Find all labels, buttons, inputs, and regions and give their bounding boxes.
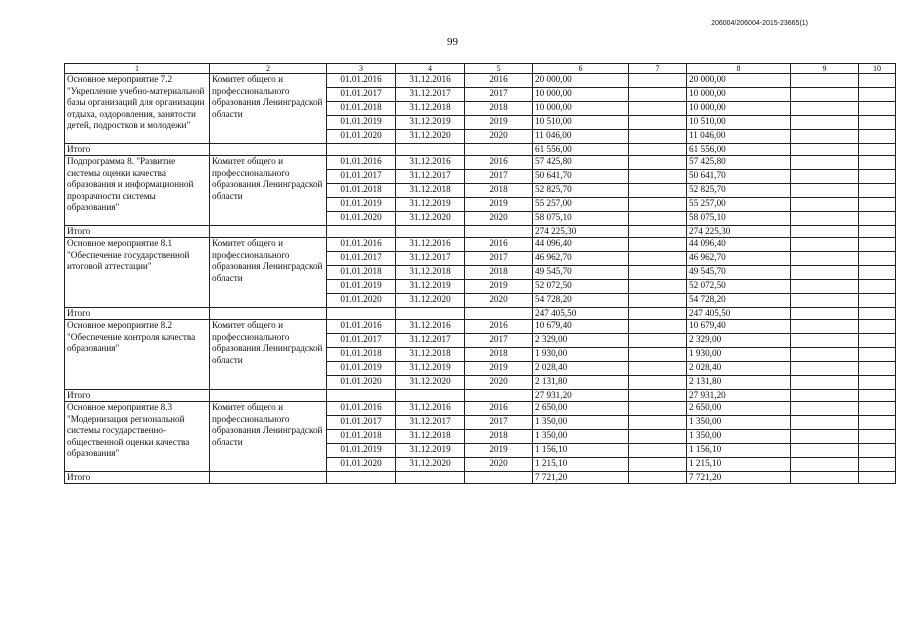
start-date: 01.01.2016 (327, 402, 396, 416)
total-label: Итого (65, 472, 210, 484)
year: 2019 (465, 116, 533, 130)
start-date: 01.01.2016 (327, 238, 396, 252)
start-date: 01.01.2018 (327, 102, 396, 116)
amount-col7 (629, 102, 687, 116)
amount-regional: 2 329,00 (687, 334, 791, 348)
year-blank (465, 144, 533, 156)
budget-table (64, 63, 896, 484)
amount-col9 (791, 116, 859, 130)
amount-col10 (859, 102, 896, 116)
amount-col10 (859, 74, 896, 88)
column-number: 3 (327, 64, 396, 74)
amount-col9 (791, 416, 859, 430)
end-date: 31.12.2019 (396, 362, 465, 376)
start-date: 01.01.2020 (327, 294, 396, 308)
total-col9 (791, 308, 859, 320)
total-label: Итого (65, 390, 210, 402)
amount-col9 (791, 88, 859, 102)
start-blank (327, 308, 396, 320)
amount-col10 (859, 430, 896, 444)
amount-regional: 2 650,00 (687, 402, 791, 416)
amount-col9 (791, 130, 859, 144)
year: 2020 (465, 458, 533, 472)
year-blank (465, 308, 533, 320)
year-blank (465, 472, 533, 484)
end-date: 31.12.2016 (396, 74, 465, 88)
end-blank (396, 308, 465, 320)
amount-regional: 57 425,80 (687, 156, 791, 170)
amount-col7 (629, 156, 687, 170)
table-row (65, 402, 896, 416)
table-body (65, 64, 896, 484)
amount-col7 (629, 238, 687, 252)
year: 2017 (465, 416, 533, 430)
amount-regional: 52 825,70 (687, 184, 791, 198)
start-date: 01.01.2019 (327, 444, 396, 458)
end-date: 31.12.2020 (396, 294, 465, 308)
total-label: Итого (65, 308, 210, 320)
end-date: 31.12.2019 (396, 198, 465, 212)
amount-regional: 1 156,10 (687, 444, 791, 458)
end-blank (396, 226, 465, 238)
total-col7 (629, 144, 687, 156)
start-blank (327, 144, 396, 156)
year: 2020 (465, 376, 533, 390)
column-number: 10 (859, 64, 896, 74)
year: 2016 (465, 74, 533, 88)
amount-col9 (791, 102, 859, 116)
amount-col7 (629, 334, 687, 348)
year: 2018 (465, 430, 533, 444)
executor-name: Комитет общего и профессионального образования Ленинградской области (210, 402, 327, 472)
amount-regional: 58 075,10 (687, 212, 791, 226)
start-date: 01.01.2016 (327, 156, 396, 170)
amount-col7 (629, 198, 687, 212)
amount-total: 10 000,00 (533, 102, 629, 116)
start-blank (327, 472, 396, 484)
total-label: Итого (65, 144, 210, 156)
amount-col7 (629, 320, 687, 334)
total-row (65, 472, 896, 484)
start-date: 01.01.2018 (327, 266, 396, 280)
measure-name: Подпрограмма 8. "Развитие системы оценки качества образования и информационной прозрачности системы образования" (65, 156, 210, 226)
end-date: 31.12.2019 (396, 116, 465, 130)
amount-regional: 20 000,00 (687, 74, 791, 88)
column-number: 9 (791, 64, 859, 74)
year: 2016 (465, 238, 533, 252)
amount-col7 (629, 362, 687, 376)
end-date: 31.12.2017 (396, 334, 465, 348)
table-row (65, 320, 896, 334)
amount-regional: 55 257,00 (687, 198, 791, 212)
end-date: 31.12.2018 (396, 184, 465, 198)
column-number: 6 (533, 64, 629, 74)
start-date: 01.01.2019 (327, 362, 396, 376)
end-date: 31.12.2019 (396, 280, 465, 294)
measure-name: Основное мероприятие 7.2 "Укрепление учебно-материальной базы организаций для организации отдыха, оздоровления, занятости детей, подростков и молодежи" (65, 74, 210, 144)
executor-blank (210, 472, 327, 484)
page-number: 99 (447, 36, 458, 48)
end-date: 31.12.2018 (396, 430, 465, 444)
total-regional: 274 225,30 (687, 226, 791, 238)
amount-col10 (859, 334, 896, 348)
amount-regional: 2 131,80 (687, 376, 791, 390)
amount-col7 (629, 130, 687, 144)
year: 2016 (465, 402, 533, 416)
executor-name: Комитет общего и профессионального образования Ленинградской области (210, 320, 327, 390)
start-date: 01.01.2018 (327, 430, 396, 444)
amount-col7 (629, 266, 687, 280)
amount-col10 (859, 362, 896, 376)
total-col10 (859, 472, 896, 484)
amount-regional: 46 962,70 (687, 252, 791, 266)
amount-total: 1 350,00 (533, 416, 629, 430)
amount-regional: 1 215,10 (687, 458, 791, 472)
total-col10 (859, 308, 896, 320)
end-blank (396, 390, 465, 402)
amount-total: 1 215,10 (533, 458, 629, 472)
year: 2017 (465, 334, 533, 348)
end-blank (396, 144, 465, 156)
amount-col9 (791, 238, 859, 252)
end-date: 31.12.2020 (396, 458, 465, 472)
year: 2016 (465, 320, 533, 334)
start-blank (327, 226, 396, 238)
year: 2018 (465, 184, 533, 198)
amount-col10 (859, 238, 896, 252)
amount-regional: 54 728,20 (687, 294, 791, 308)
column-number: 4 (396, 64, 465, 74)
year: 2019 (465, 198, 533, 212)
total-amount: 27 931,20 (533, 390, 629, 402)
start-date: 01.01.2020 (327, 212, 396, 226)
start-date: 01.01.2017 (327, 252, 396, 266)
column-number: 2 (210, 64, 327, 74)
executor-blank (210, 226, 327, 238)
total-amount: 247 405,50 (533, 308, 629, 320)
executor-blank (210, 390, 327, 402)
amount-col10 (859, 402, 896, 416)
end-date: 31.12.2016 (396, 402, 465, 416)
amount-regional: 2 028,40 (687, 362, 791, 376)
column-number: 8 (687, 64, 791, 74)
amount-total: 2 329,00 (533, 334, 629, 348)
amount-col7 (629, 88, 687, 102)
end-date: 31.12.2017 (396, 88, 465, 102)
amount-total: 46 962,70 (533, 252, 629, 266)
amount-col9 (791, 266, 859, 280)
amount-regional: 50 641,70 (687, 170, 791, 184)
start-blank (327, 390, 396, 402)
amount-regional: 1 350,00 (687, 430, 791, 444)
amount-col10 (859, 198, 896, 212)
amount-col7 (629, 116, 687, 130)
executor-name: Комитет общего и профессионального образования Ленинградской области (210, 238, 327, 308)
start-date: 01.01.2017 (327, 88, 396, 102)
year-blank (465, 226, 533, 238)
year: 2017 (465, 88, 533, 102)
amount-col9 (791, 362, 859, 376)
amount-col7 (629, 170, 687, 184)
total-regional: 61 556,00 (687, 144, 791, 156)
start-date: 01.01.2017 (327, 170, 396, 184)
total-regional: 247 405,50 (687, 308, 791, 320)
start-date: 01.01.2017 (327, 334, 396, 348)
start-date: 01.01.2016 (327, 320, 396, 334)
amount-col10 (859, 88, 896, 102)
total-col10 (859, 226, 896, 238)
year: 2016 (465, 156, 533, 170)
column-number: 5 (465, 64, 533, 74)
start-date: 01.01.2019 (327, 116, 396, 130)
amount-col10 (859, 376, 896, 390)
amount-col7 (629, 348, 687, 362)
total-row (65, 308, 896, 320)
amount-col7 (629, 458, 687, 472)
amount-col7 (629, 252, 687, 266)
start-date: 01.01.2020 (327, 458, 396, 472)
amount-col9 (791, 444, 859, 458)
total-col7 (629, 472, 687, 484)
amount-col10 (859, 170, 896, 184)
year: 2019 (465, 444, 533, 458)
end-date: 31.12.2018 (396, 102, 465, 116)
start-date: 01.01.2019 (327, 198, 396, 212)
year: 2017 (465, 252, 533, 266)
amount-col10 (859, 130, 896, 144)
table-row (65, 156, 896, 170)
amount-col10 (859, 156, 896, 170)
amount-col10 (859, 416, 896, 430)
amount-col9 (791, 212, 859, 226)
amount-regional: 49 545,70 (687, 266, 791, 280)
amount-col7 (629, 376, 687, 390)
start-date: 01.01.2020 (327, 376, 396, 390)
total-col7 (629, 226, 687, 238)
total-row (65, 226, 896, 238)
amount-col10 (859, 458, 896, 472)
amount-col10 (859, 252, 896, 266)
amount-col9 (791, 376, 859, 390)
amount-col7 (629, 416, 687, 430)
amount-regional: 10 510,00 (687, 116, 791, 130)
start-date: 01.01.2020 (327, 130, 396, 144)
start-date: 01.01.2016 (327, 74, 396, 88)
amount-total: 11 046,00 (533, 130, 629, 144)
total-col9 (791, 390, 859, 402)
amount-regional: 11 046,00 (687, 130, 791, 144)
total-regional: 27 931,20 (687, 390, 791, 402)
end-date: 31.12.2016 (396, 320, 465, 334)
amount-col7 (629, 402, 687, 416)
amount-regional: 1 930,00 (687, 348, 791, 362)
end-date: 31.12.2017 (396, 252, 465, 266)
amount-col9 (791, 156, 859, 170)
amount-total: 50 641,70 (533, 170, 629, 184)
measure-name: Основное мероприятие 8.3 "Модернизация региональной системы государственно-общественной оценки качества образования" (65, 402, 210, 472)
total-row (65, 144, 896, 156)
start-date: 01.01.2018 (327, 348, 396, 362)
year: 2020 (465, 212, 533, 226)
amount-col10 (859, 294, 896, 308)
executor-blank (210, 308, 327, 320)
end-date: 31.12.2016 (396, 238, 465, 252)
amount-col9 (791, 280, 859, 294)
end-date: 31.12.2018 (396, 348, 465, 362)
amount-col9 (791, 402, 859, 416)
amount-total: 52 072,50 (533, 280, 629, 294)
end-date: 31.12.2016 (396, 156, 465, 170)
amount-regional: 10 000,00 (687, 88, 791, 102)
amount-col9 (791, 170, 859, 184)
total-col7 (629, 308, 687, 320)
total-col10 (859, 390, 896, 402)
amount-col10 (859, 280, 896, 294)
amount-col9 (791, 252, 859, 266)
amount-col9 (791, 430, 859, 444)
amount-col7 (629, 212, 687, 226)
amount-col10 (859, 444, 896, 458)
column-number: 1 (65, 64, 210, 74)
year: 2020 (465, 294, 533, 308)
amount-col7 (629, 74, 687, 88)
amount-col10 (859, 348, 896, 362)
amount-total: 49 545,70 (533, 266, 629, 280)
amount-col10 (859, 320, 896, 334)
amount-total: 10 510,00 (533, 116, 629, 130)
amount-col10 (859, 184, 896, 198)
total-col9 (791, 226, 859, 238)
amount-col9 (791, 198, 859, 212)
measure-name: Основное мероприятие 8.2 "Обеспечение контроля качества образования" (65, 320, 210, 390)
amount-regional: 44 096,40 (687, 238, 791, 252)
total-amount: 7 721,20 (533, 472, 629, 484)
amount-total: 1 350,00 (533, 430, 629, 444)
year: 2018 (465, 348, 533, 362)
year: 2019 (465, 280, 533, 294)
executor-name: Комитет общего и профессионального образования Ленинградской области (210, 156, 327, 226)
year: 2017 (465, 170, 533, 184)
amount-total: 44 096,40 (533, 238, 629, 252)
amount-col9 (791, 294, 859, 308)
amount-regional: 10 000,00 (687, 102, 791, 116)
amount-total: 2 650,00 (533, 402, 629, 416)
total-col7 (629, 390, 687, 402)
amount-total: 54 728,20 (533, 294, 629, 308)
amount-total: 58 075,10 (533, 212, 629, 226)
total-label: Итого (65, 226, 210, 238)
executor-blank (210, 144, 327, 156)
amount-col7 (629, 430, 687, 444)
amount-regional: 10 679,40 (687, 320, 791, 334)
end-blank (396, 472, 465, 484)
document-id: 206004/206004-2015-23665(1) (711, 20, 808, 27)
amount-col7 (629, 280, 687, 294)
amount-col9 (791, 334, 859, 348)
amount-col10 (859, 212, 896, 226)
end-date: 31.12.2017 (396, 170, 465, 184)
total-col9 (791, 144, 859, 156)
column-number-row (65, 64, 896, 74)
end-date: 31.12.2019 (396, 444, 465, 458)
end-date: 31.12.2020 (396, 212, 465, 226)
amount-col9 (791, 184, 859, 198)
total-amount: 61 556,00 (533, 144, 629, 156)
total-col9 (791, 472, 859, 484)
amount-total: 2 028,40 (533, 362, 629, 376)
amount-col9 (791, 320, 859, 334)
amount-total: 57 425,80 (533, 156, 629, 170)
executor-name: Комитет общего и профессионального образования Ленинградской области (210, 74, 327, 144)
amount-total: 52 825,70 (533, 184, 629, 198)
amount-total: 20 000,00 (533, 74, 629, 88)
amount-col9 (791, 348, 859, 362)
amount-total: 55 257,00 (533, 198, 629, 212)
year-blank (465, 390, 533, 402)
end-date: 31.12.2018 (396, 266, 465, 280)
table-row (65, 238, 896, 252)
year: 2018 (465, 102, 533, 116)
amount-total: 1 156,10 (533, 444, 629, 458)
amount-regional: 52 072,50 (687, 280, 791, 294)
total-row (65, 390, 896, 402)
amount-total: 10 000,00 (533, 88, 629, 102)
end-date: 31.12.2020 (396, 130, 465, 144)
amount-col9 (791, 458, 859, 472)
total-col10 (859, 144, 896, 156)
start-date: 01.01.2017 (327, 416, 396, 430)
end-date: 31.12.2020 (396, 376, 465, 390)
table-row (65, 74, 896, 88)
column-number: 7 (629, 64, 687, 74)
amount-total: 1 930,00 (533, 348, 629, 362)
amount-col10 (859, 116, 896, 130)
start-date: 01.01.2019 (327, 280, 396, 294)
measure-name: Основное мероприятие 8.1 "Обеспечение государственной итоговой аттестации" (65, 238, 210, 308)
start-date: 01.01.2018 (327, 184, 396, 198)
amount-col9 (791, 74, 859, 88)
year: 2020 (465, 130, 533, 144)
amount-total: 10 679,40 (533, 320, 629, 334)
amount-col10 (859, 266, 896, 280)
end-date: 31.12.2017 (396, 416, 465, 430)
amount-col7 (629, 444, 687, 458)
year: 2019 (465, 362, 533, 376)
amount-col7 (629, 184, 687, 198)
amount-total: 2 131,80 (533, 376, 629, 390)
total-regional: 7 721,20 (687, 472, 791, 484)
year: 2018 (465, 266, 533, 280)
total-amount: 274 225,30 (533, 226, 629, 238)
amount-col7 (629, 294, 687, 308)
amount-regional: 1 350,00 (687, 416, 791, 430)
